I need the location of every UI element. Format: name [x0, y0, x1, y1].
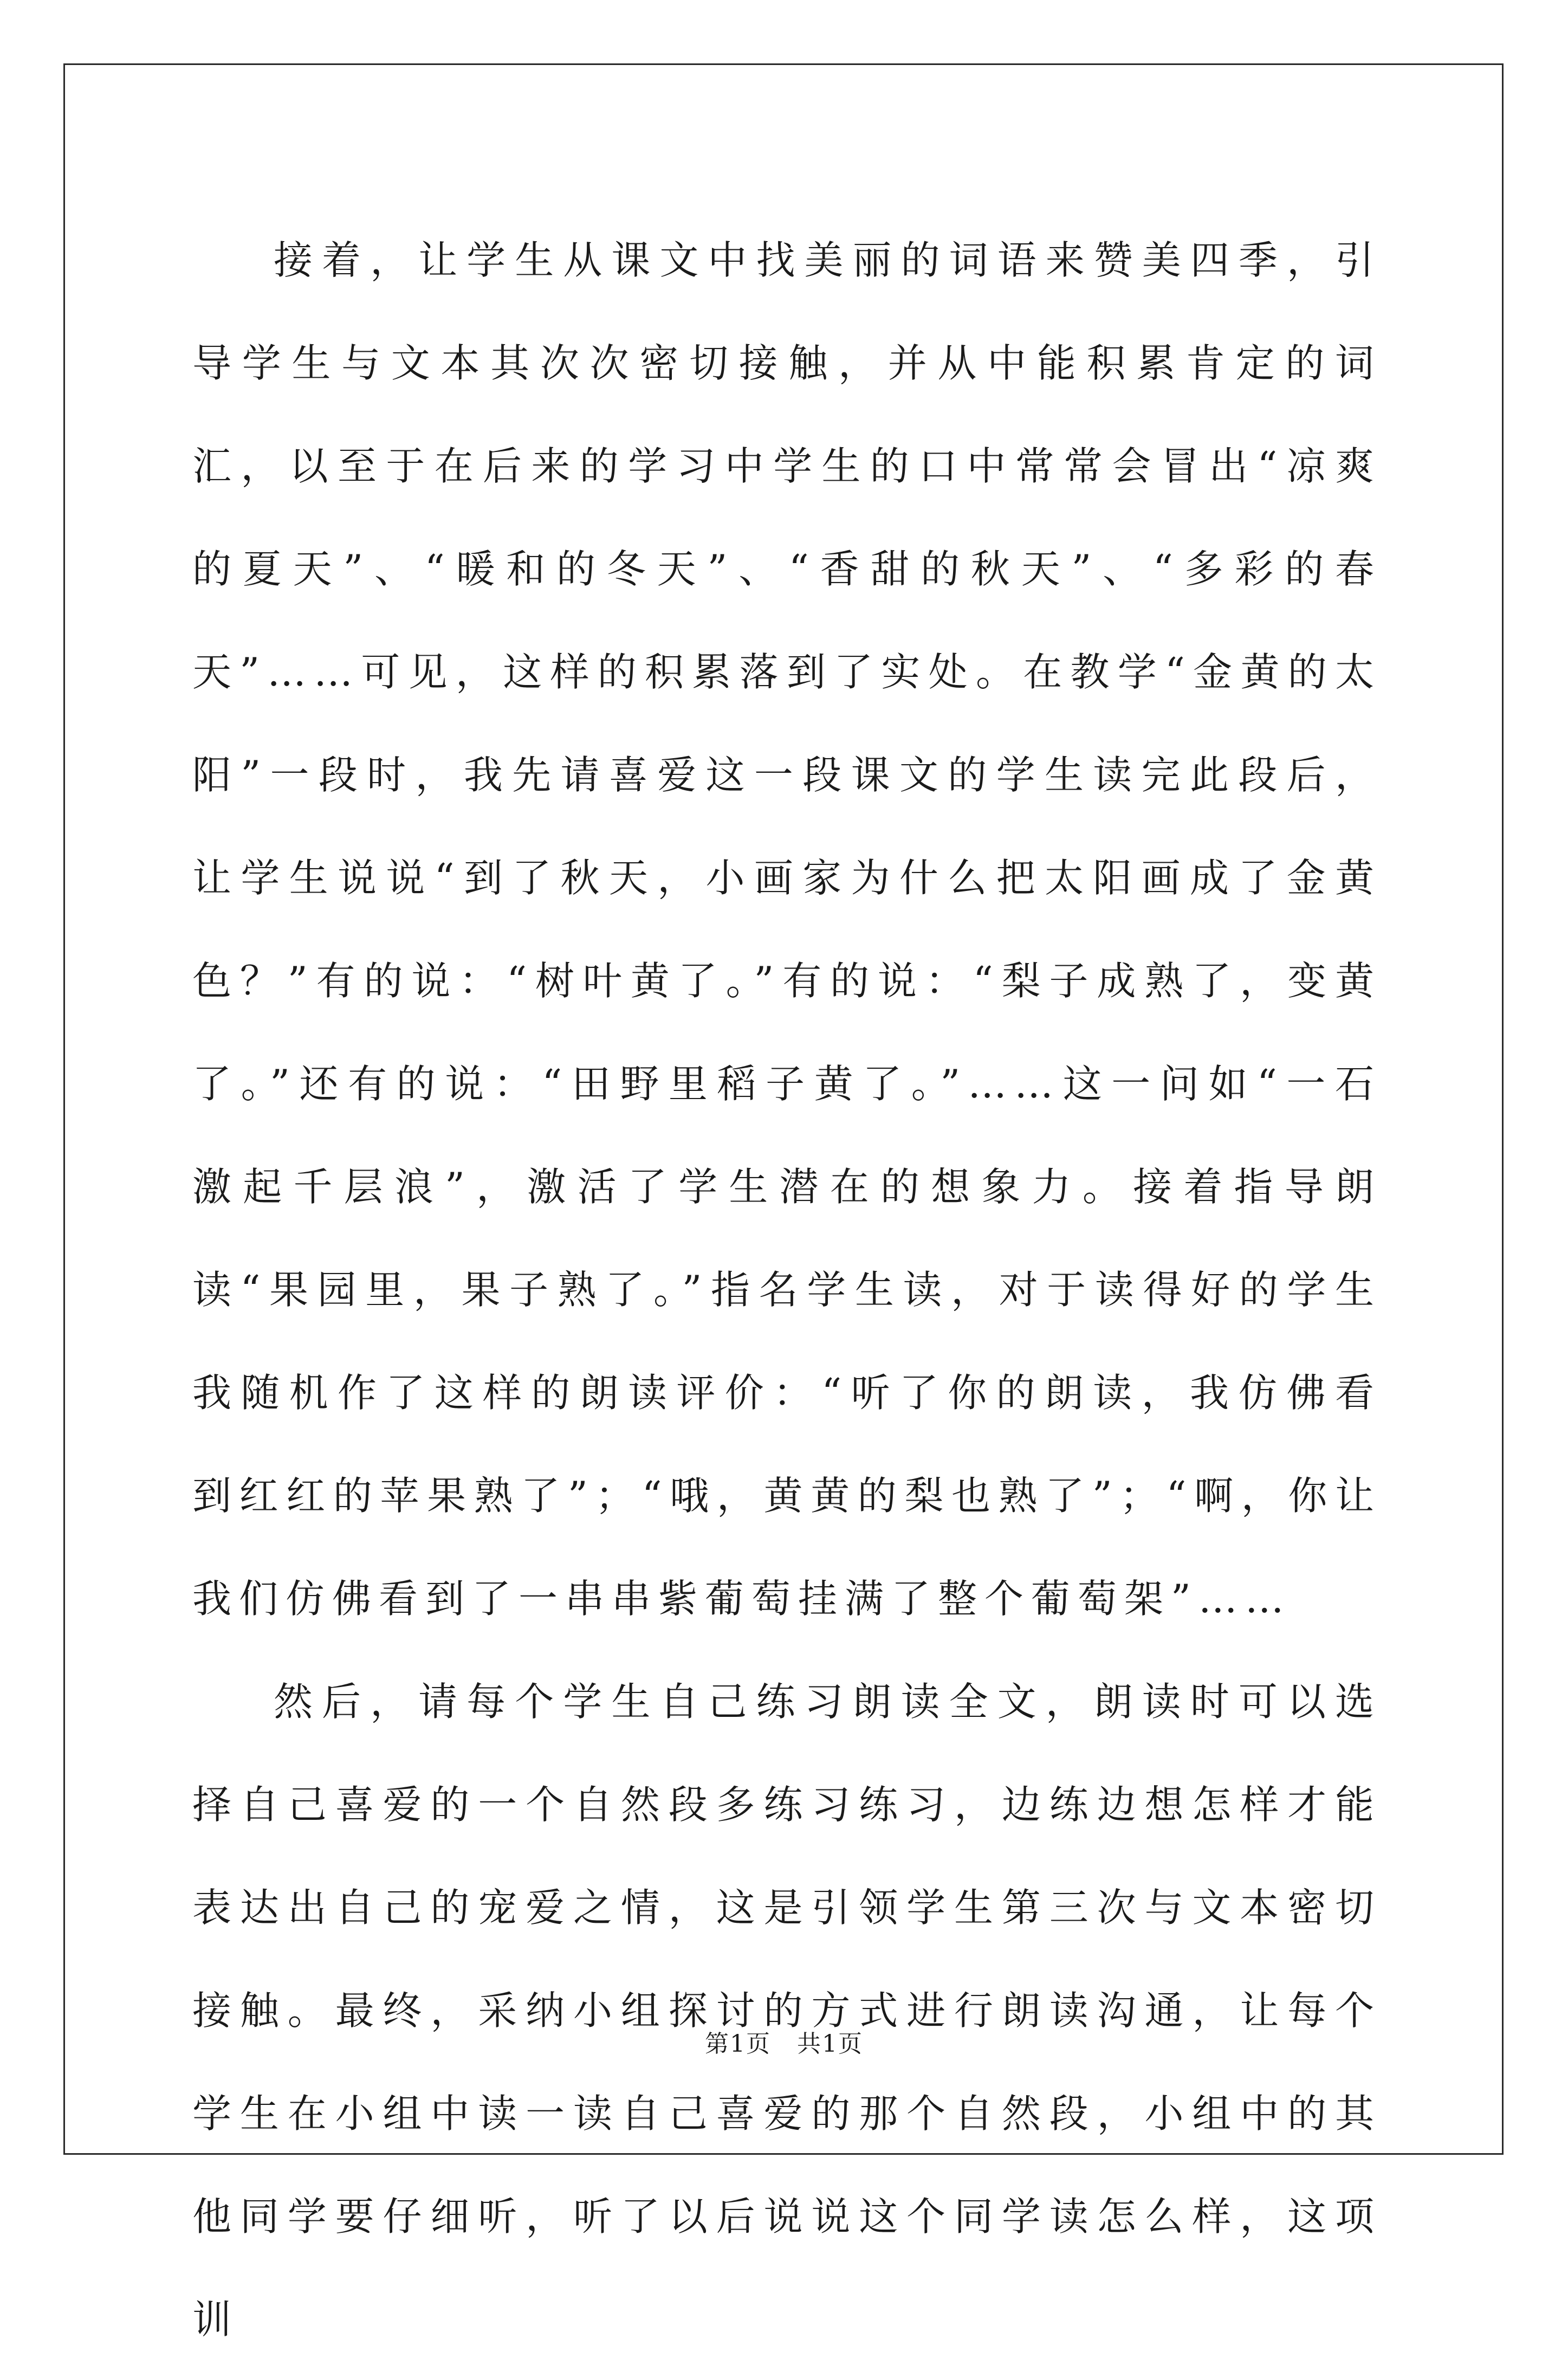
paragraph-2: 然后，请每个学生自己练习朗读全文，朗读时可以选择自己喜爱的一个自然段多练习练习，边练边想怎样才能表达出自己的宠爱之情，这是引领学生第三次与文本密切接触。最终，采纳小组探讨的方式进行朗读沟通，让每个学生在小组中读一读自己喜爱的那个自然段，小组中的其他同学要仔细听，听了以后说说这个同学读怎么样，这项训 — [192, 1679, 1382, 2342]
page-footer — [0, 2024, 1568, 2059]
page-total: 共1页 — [797, 2030, 863, 2058]
page-number: 第1页 — [705, 2030, 771, 2058]
paragraph-1: 接着，让学生从课文中找美丽的词语来赞美四季，引导学生与文本其次次密切接触，并从中能积累肯定的词汇，以至于在后来的学习中学生的口中常常会冒出“凉爽的夏天”、“暖和的冬天”、“香甜的秋天”、“多彩的春天”……可见，这样的积累落到了实处。在教学“金黄的太阳”一段时，我先请喜爱这一段课文的学生读完此段后，让学生说说“到了秋天，小画家为什么把太阳画成了金黄色？”有的说：“树叶黄了。”有的说：“梨子成熟了，变黄了。”还有的说：“田野里稻子黄了。”……这一问如“一石激起千层浪”，激活了学生潜在的想象力。接着指导朗读“果园里，果子熟了。”指名学生读，对于读得好的学生我随机作了这样的朗读评价：“听了你的朗读，我仿佛看到红红的苹果熟了”；“哦，黄黄的梨也熟了”；“啊，你让我们仿佛看到了一串串紫葡萄挂满了整个葡萄架”…… — [192, 237, 1382, 1621]
